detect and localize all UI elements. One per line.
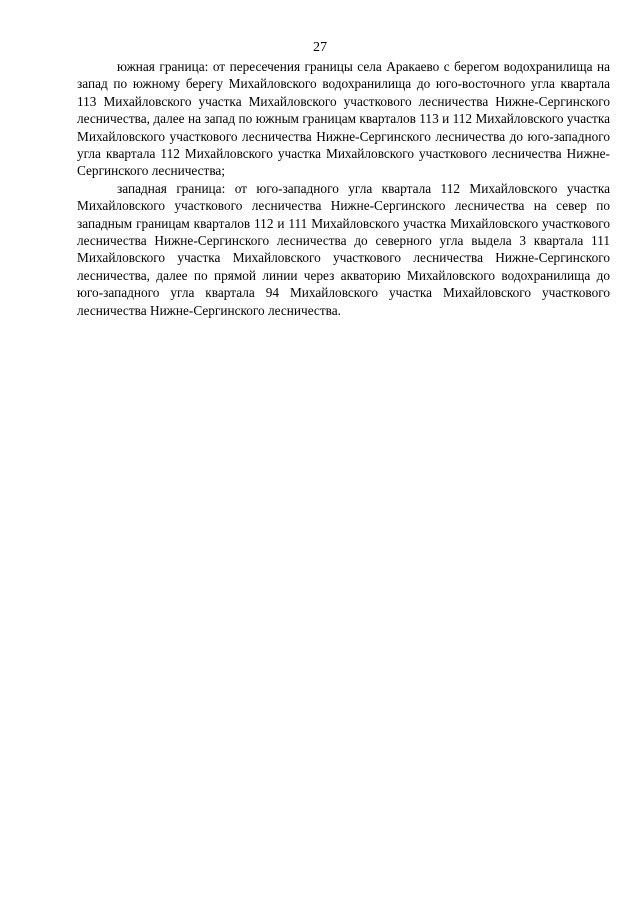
document-body xyxy=(77,58,610,319)
paragraph-south-boundary: южная граница: от пересечения границы села Аракаево с берегом водохранилища на запад по южному берегу Михайловского водохранилища до юго-восточного угла квартала 113 Михайловского участка Михайловского участкового лесничества Нижне-Сергинского лесничества, далее на запад по южным границам кварталов 113 и 112 Михайловского участка Михайловского участкового лесничества Нижне-Сергинского лесничества до юго-западного угла квартала 112 Михайловского участка Михайловского участкового лесничества Нижне-Сергинского лесничества; xyxy=(77,59,610,179)
page-number: 27 xyxy=(313,40,327,55)
paragraph-west-boundary: западная граница: от юго-западного угла квартала 112 Михайловского участка Михайловского участкового лесничества Нижне-Сергинского лесничества на север по западным границам кварталов 112 и 111 Михайловского участка Михайловского участкового лесничества Нижне-Сергинского лесничества до северного угла выдела 3 квартала 111 Михайловского участка Михайловского участкового лесничества Нижне-Сергинского лесничества, далее по прямой линии через акваторию Михайловского водохранилища до юго-западного угла квартала 94 Михайловского участка Михайловского участкового лесничества Нижне-Сергинского лесничества. xyxy=(77,180,610,318)
